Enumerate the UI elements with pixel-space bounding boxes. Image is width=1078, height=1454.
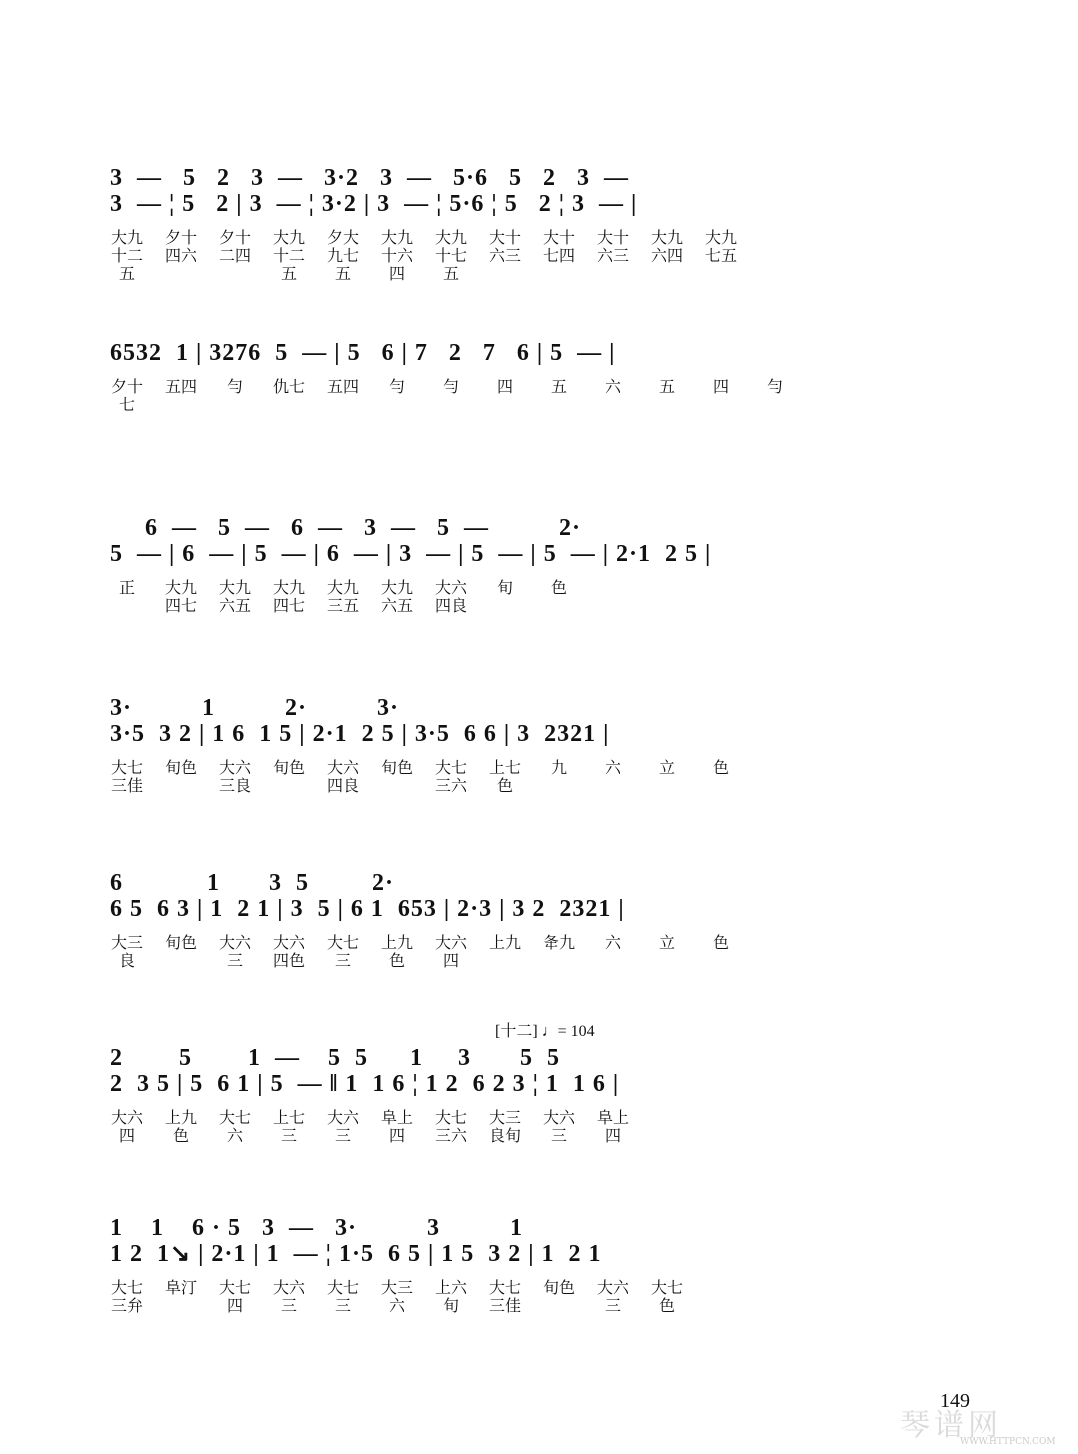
score-row-4 — [110, 695, 980, 795]
tablature-line — [110, 934, 980, 970]
tablature-line — [110, 229, 980, 283]
tab-glyph: 大七三佳 — [488, 1278, 521, 1315]
tab-glyph: 大九六五 — [218, 578, 251, 615]
tab-glyph: 大三良旬 — [488, 1108, 521, 1145]
tab-glyph: 正 — [118, 578, 135, 597]
tab-glyph: 五 — [658, 377, 675, 396]
tab-glyph: 大六三 — [596, 1278, 629, 1315]
tab-glyph: 勻 — [388, 377, 405, 396]
tab-glyph: 夕大九七五 — [326, 228, 359, 283]
tab-glyph: 大三六 — [380, 1278, 413, 1315]
tab-glyph: 六 — [604, 758, 621, 777]
tab-glyph: 上七三 — [272, 1108, 305, 1145]
score-row-2 — [110, 340, 980, 414]
tab-glyph: 大九四七 — [272, 578, 305, 615]
tab-glyph: 勻 — [766, 377, 783, 396]
score-row-5 — [110, 870, 980, 970]
tab-glyph: 四 — [712, 377, 729, 396]
tab-glyph: 九 — [550, 758, 567, 777]
tab-glyph: 阜上四 — [596, 1108, 629, 1145]
tab-glyph: 大七三六 — [434, 1108, 467, 1145]
tab-glyph: 大九十七五 — [434, 228, 467, 283]
notes-line: 6 5 6 3 | 1 2 1 | 3 5 | 6 1 653 | 2·3 | 3 2 2321 | — [110, 896, 625, 922]
tab-glyph: 旬色 — [380, 758, 413, 777]
tempo-marking: [十二] ♩= 104 — [495, 1023, 595, 1040]
notes-line: 3·5 3 2 | 1 6 1 5 | 2·1 2 5 | 3·5 6 6 | 3 2321 | — [110, 721, 610, 747]
tab-glyph: 夕十二四 — [218, 228, 251, 265]
watermark-url: WWW.HTTPCN.COM — [960, 1437, 1056, 1447]
tab-glyph: 旬 — [496, 578, 513, 597]
tab-glyph: 上九色 — [380, 933, 413, 970]
tab-glyph: 六 — [604, 377, 621, 396]
tab-glyph: 大九四七 — [164, 578, 197, 615]
tab-glyph: 上六旬 — [434, 1278, 467, 1315]
score-row-7 — [110, 1215, 980, 1315]
tab-glyph: 上七色 — [488, 758, 521, 795]
tab-glyph: 大七三 — [326, 933, 359, 970]
tab-glyph: 阜汀 — [164, 1278, 197, 1297]
tab-glyph: 色 — [550, 578, 567, 597]
notes-line: 3 — ¦ 5 2 | 3 — ¦ 3·2 | 3 — ¦ 5·6 ¦ 5 2 ¦ 3 — | — [110, 191, 638, 217]
tab-glyph: 五四 — [326, 377, 359, 396]
upper-voice: 1 1 6 · 5 3 — 3· 3 1 — [110, 1215, 524, 1241]
tab-glyph: 大六三 — [218, 933, 251, 970]
tab-glyph: 色 — [712, 933, 729, 952]
score-row-3 — [110, 515, 980, 615]
tab-glyph: 大七色 — [650, 1278, 683, 1315]
tab-glyph: 大七六 — [218, 1108, 251, 1145]
upper-voice: 6 1 3 5 2· — [110, 870, 395, 896]
tab-glyph: 五四 — [164, 377, 197, 396]
tab-glyph: 大九三五 — [326, 578, 359, 615]
tab-glyph: 大九十二五 — [272, 228, 305, 283]
tab-glyph: 上九色 — [164, 1108, 197, 1145]
tab-glyph: 大九十六四 — [380, 228, 413, 283]
upper-voice: 3 — 5 2 3 — 3·2 3 — 5·6 5 2 3 — — [110, 165, 630, 191]
tab-glyph: 旬色 — [272, 758, 305, 777]
tab-glyph: 旬色 — [542, 1278, 575, 1297]
tab-glyph: 旬色 — [164, 933, 197, 952]
tab-glyph: 夅九 — [542, 933, 575, 952]
tab-glyph: 大六三 — [272, 1278, 305, 1315]
tab-glyph: 四 — [496, 377, 513, 396]
tablature-line — [110, 1109, 980, 1145]
page-number: 149 — [940, 1390, 970, 1412]
tablature-line — [110, 378, 980, 414]
tablature-line — [110, 579, 980, 615]
tab-glyph: 大六三 — [542, 1108, 575, 1145]
tab-glyph: 六 — [604, 933, 621, 952]
tab-glyph: 仇七 — [272, 377, 305, 396]
notes-line: 5 — | 6 — | 5 — | 6 — | 3 — | 5 — | 5 — | 2·1 2 5 | — [110, 541, 712, 567]
tab-glyph: 立 — [658, 758, 675, 777]
tab-glyph: 色 — [712, 758, 729, 777]
tab-glyph: 大六四良 — [434, 578, 467, 615]
tab-glyph: 夕十四六 — [164, 228, 197, 265]
tab-glyph: 勻 — [226, 377, 243, 396]
tab-glyph: 大三良 — [110, 933, 143, 970]
notes-line: 2 3 5 | 5 6 1 | 5 — ‖ 1 1 6 ¦ 1 2 6 2 3 ¦ 1 1 6 | — [110, 1071, 620, 1097]
tab-glyph: 大六四 — [434, 933, 467, 970]
tab-glyph: 大十七四 — [542, 228, 575, 265]
tab-glyph: 大六三良 — [218, 758, 251, 795]
tab-glyph: 大七四 — [218, 1278, 251, 1315]
upper-voice: 6 — 5 — 6 — 3 — 5 — 2· — [110, 515, 582, 541]
tab-glyph: 立 — [658, 933, 675, 952]
score-row-6 — [110, 1045, 980, 1145]
tab-glyph: 大十六三 — [488, 228, 521, 265]
notes-line: 6532 1 | 3276 5 — | 5 6 | 7 2 7 6 | 5 — | — [110, 340, 616, 366]
notes-line: 1 2 1↘ | 2·1 | 1 — ¦ 1·5 6 5 | 1 5 3 2 | 1 2 1 — [110, 1241, 602, 1267]
tab-glyph: 大十六三 — [596, 228, 629, 265]
tab-glyph: 大六四 — [110, 1108, 143, 1145]
watermark-logo: 琴谱网 — [900, 1408, 1002, 1443]
tab-glyph: 大六四良 — [326, 758, 359, 795]
tab-glyph: 大九六四 — [650, 228, 683, 265]
tab-glyph: 大九六五 — [380, 578, 413, 615]
tab-glyph: 大七三六 — [434, 758, 467, 795]
tab-glyph: 五 — [550, 377, 567, 396]
tab-glyph: 勻 — [442, 377, 459, 396]
tab-glyph: 大七三弁 — [110, 1278, 143, 1315]
tab-glyph: 大七三佳 — [110, 758, 143, 795]
score-row-1 — [110, 165, 980, 283]
tablature-line — [110, 1279, 980, 1315]
upper-voice: 2 5 1 — 5 5 1 3 5 5 — [110, 1045, 560, 1071]
tab-glyph: 大六四色 — [272, 933, 305, 970]
tab-glyph: 大七三 — [326, 1278, 359, 1315]
tab-glyph: 旬色 — [164, 758, 197, 777]
tab-glyph: 阜上四 — [380, 1108, 413, 1145]
tab-glyph: 大九七五 — [704, 228, 737, 265]
upper-voice: 3· 1 2· 3· — [110, 695, 400, 721]
tab-glyph: 大六三 — [326, 1108, 359, 1145]
tab-glyph: 大九十二五 — [110, 228, 143, 283]
tablature-line — [110, 759, 980, 795]
tab-glyph: 上九 — [488, 933, 521, 952]
tab-glyph: 夕十七 — [110, 377, 143, 414]
